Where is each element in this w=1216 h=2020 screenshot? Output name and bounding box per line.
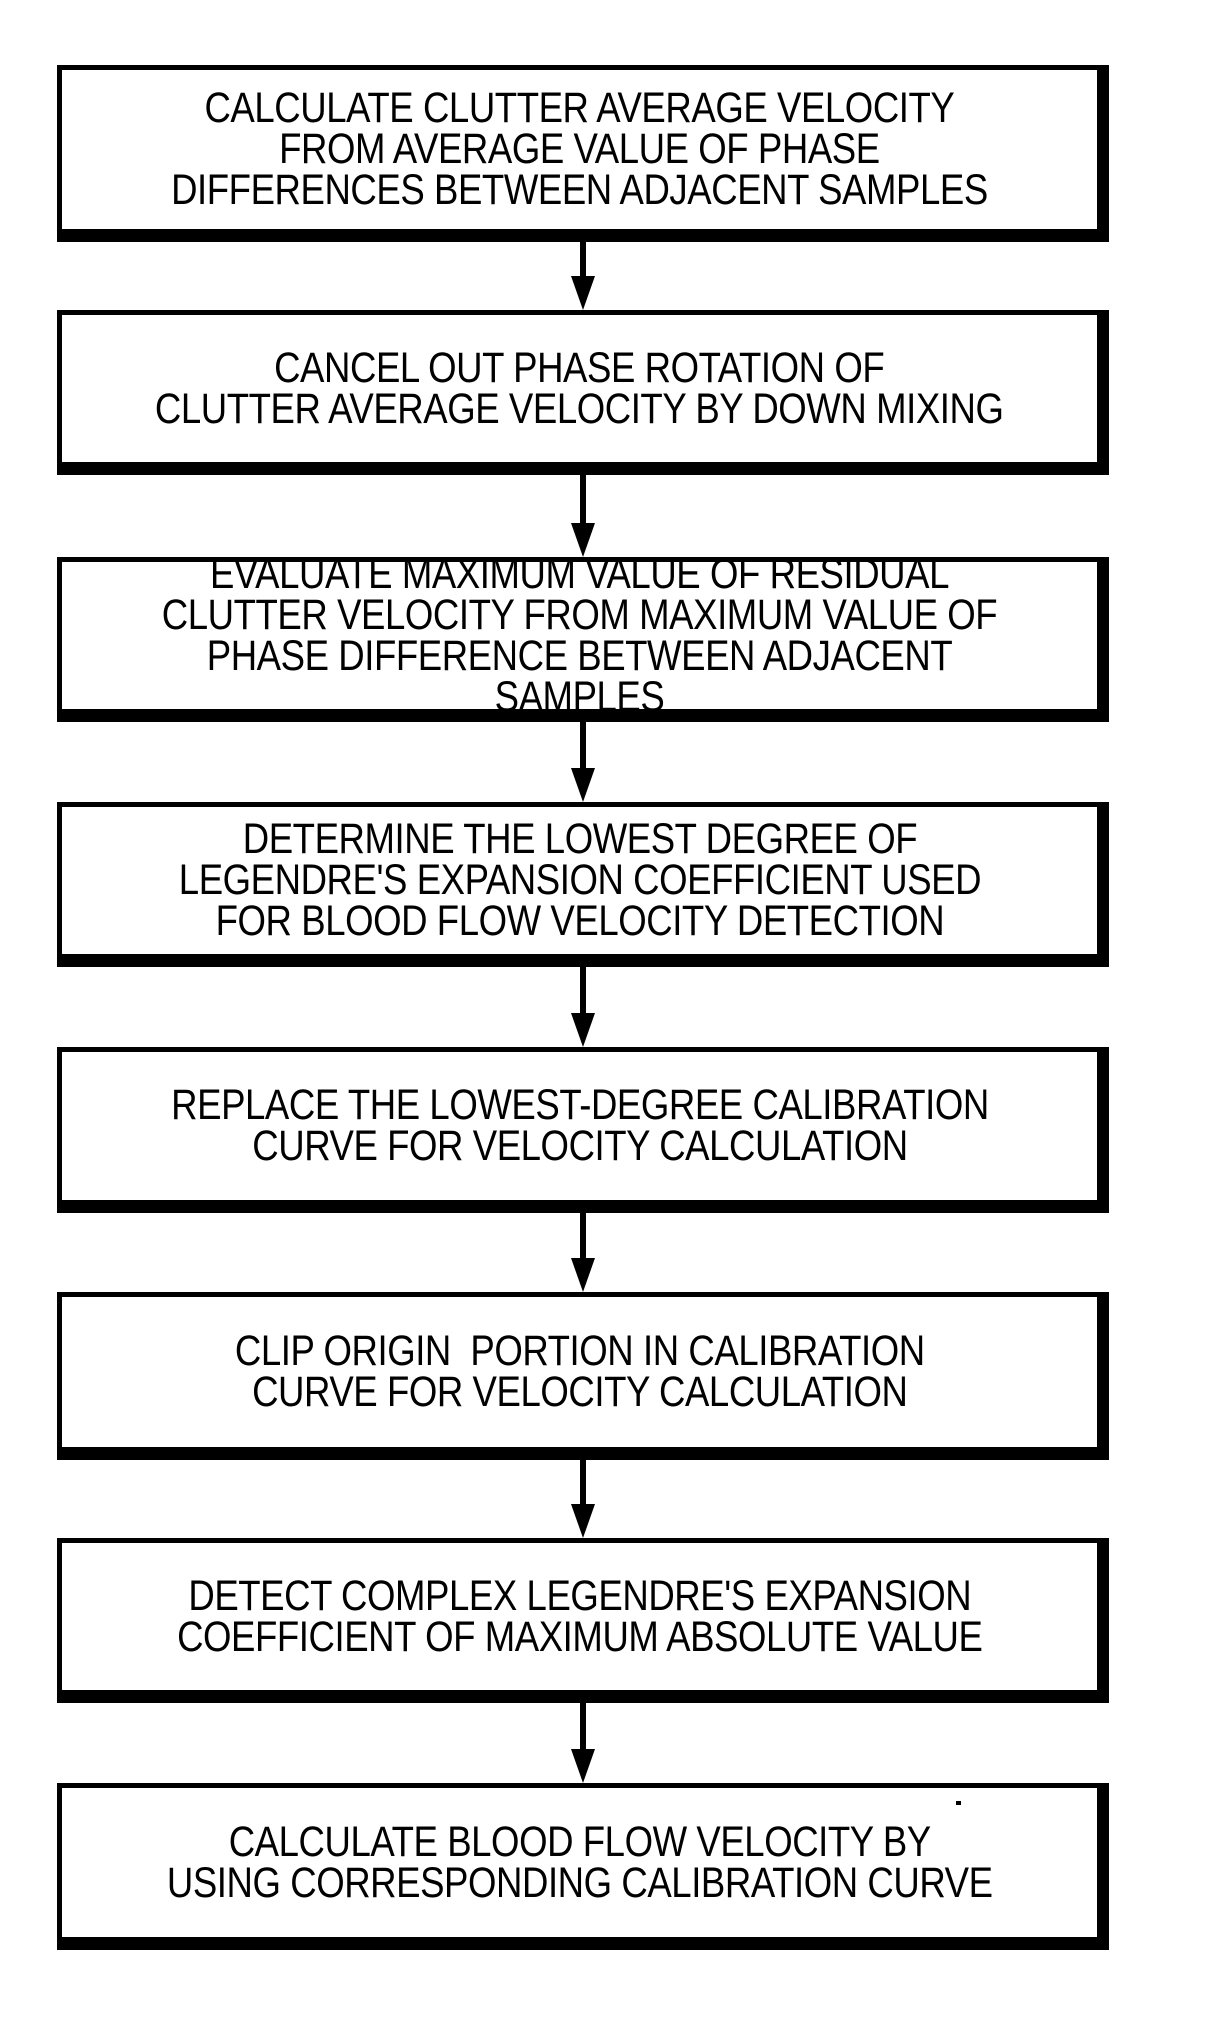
flow-box-8: [57, 1783, 1109, 1950]
arrow-shaft: [580, 475, 586, 523]
flow-box-5-text: REPLACE THE LOWEST-DEGREE CALIBRATION CURVE FOR VELOCITY CALCULATION: [170, 1081, 989, 1170]
flowchart: [57, 65, 1109, 1950]
flow-arrow-4: [57, 967, 1109, 1047]
flow-box-4-text: DETERMINE THE LOWEST DEGREE OF LEGENDRE'S EXPANSION COEFFICIENT USED FOR BLOOD FLOW VELOCITY DETECTION: [178, 815, 981, 945]
arrow-shaft: [580, 1460, 586, 1504]
arrow-down-icon: [571, 1504, 595, 1538]
scan-speck-artifact: [956, 1801, 961, 1805]
flow-arrow-5: [57, 1213, 1109, 1292]
flow-box-5: [57, 1047, 1109, 1213]
arrow-down-icon: [571, 1013, 595, 1047]
arrow-shaft: [580, 967, 586, 1013]
flow-box-7-text: DETECT COMPLEX LEGENDRE'S EXPANSION COEFFICIENT OF MAXIMUM ABSOLUTE VALUE: [176, 1571, 983, 1661]
flow-arrow-1: [57, 242, 1109, 310]
arrow-down-icon: [571, 1749, 595, 1783]
arrow-down-icon: [571, 1258, 595, 1292]
flow-box-3: [57, 549, 1109, 722]
arrow-shaft: [580, 1213, 586, 1258]
arrow-down-icon: [571, 768, 595, 802]
flow-arrow-3: [57, 722, 1109, 802]
flow-box-2-text: CANCEL OUT PHASE ROTATION OF CLUTTER AVERAGE VELOCITY BY DOWN MIXING: [155, 343, 1004, 433]
arrow-shaft: [580, 722, 586, 768]
flow-box-4: [57, 802, 1109, 967]
flow-box-3-text: EVALUATE MAXIMUM VALUE OF RESIDUAL CLUTTER VELOCITY FROM MAXIMUM VALUE OF PHASE DIFFERENCE BETWEEN ADJACENT SAMPLES: [161, 549, 998, 721]
flow-arrow-7: [57, 1703, 1109, 1783]
arrow-shaft: [580, 242, 586, 276]
arrow-shaft: [580, 1703, 586, 1749]
flow-box-2: [57, 310, 1109, 475]
flow-box-6: [57, 1292, 1109, 1460]
flow-arrow-2: [57, 475, 1109, 557]
arrow-down-icon: [571, 276, 595, 310]
flow-box-8-text: CALCULATE BLOOD FLOW VELOCITY BY USING CORRESPONDING CALIBRATION CURVE: [166, 1817, 993, 1907]
flow-box-7: [57, 1538, 1109, 1703]
flow-box-1: [57, 65, 1109, 242]
flow-box-1-text: CALCULATE CLUTTER AVERAGE VELOCITY FROM AVERAGE VALUE OF PHASE DIFFERENCES BETWEEN ADJACENT SAMPLES: [171, 84, 988, 214]
flow-box-6-text: CLIP ORIGIN PORTION IN CALIBRATION CURVE FOR VELOCITY CALCULATION: [234, 1327, 925, 1416]
flow-arrow-6: [57, 1460, 1109, 1538]
